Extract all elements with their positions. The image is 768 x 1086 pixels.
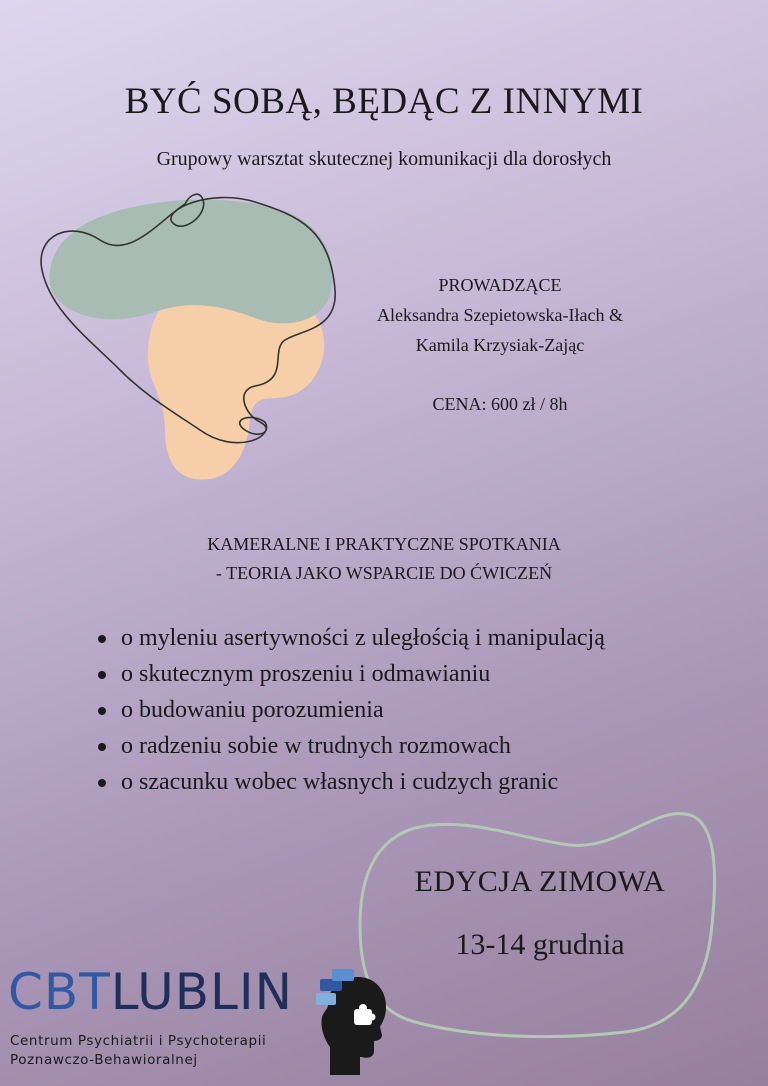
abstract-blob-illustration — [30, 190, 350, 490]
edition-title: EDYCJA ZIMOWA — [414, 865, 666, 898]
logo-lublin: LUBLIN — [110, 963, 294, 1021]
topic-item: o radzeniu sobie w trudnych rozmowach — [96, 728, 736, 764]
tagline-line-1: KAMERALNE I PRAKTYCZNE SPOTKANIA — [207, 534, 561, 554]
poster-subtitle: Grupowy warsztat skutecznej komunikacji dla dorosłych — [156, 148, 612, 170]
logo-subtitle-line-2: Poznawczo-Behawioralnej — [10, 1052, 198, 1068]
topic-item: o budowaniu porozumienia — [96, 692, 736, 728]
poster-title: BYĆ SOBĄ, BĘDĄC Z INNYMI — [124, 81, 644, 122]
topic-item: o skutecznym proszeniu i odmawianiu — [96, 656, 736, 692]
green-blob — [49, 200, 332, 324]
tagline-block — [0, 530, 768, 588]
topic-list — [96, 620, 736, 800]
leaders-block — [330, 270, 670, 360]
logo-cbt: CBT — [8, 963, 111, 1021]
tagline-line-2: - TEORIA JAKO WSPARCIE DO ĆWICZEŃ — [215, 563, 553, 583]
edition-date: 13-14 grudnia — [455, 928, 625, 961]
topic-item: o szacunku wobec własnych i cudzych granic — [96, 764, 736, 800]
head-puzzle-icon — [310, 965, 390, 1077]
leaders-label: PROWADZĄCE — [438, 275, 562, 295]
price-text: CENA: 600 zł / 8h — [432, 394, 568, 414]
leader-name-2: Kamila Krzysiak-Zając — [415, 335, 585, 355]
leader-name-1: Aleksandra Szepietowska-Iłach & — [377, 305, 623, 325]
topic-item: o myleniu asertywności z uległością i manipulacją — [96, 620, 736, 656]
logo-subtitle — [10, 1032, 266, 1070]
logo-wordmark — [8, 962, 293, 1022]
edition-outline-shape — [355, 800, 725, 1040]
logo-subtitle-line-1: Centrum Psychiatrii i Psychoterapii — [10, 1033, 267, 1049]
